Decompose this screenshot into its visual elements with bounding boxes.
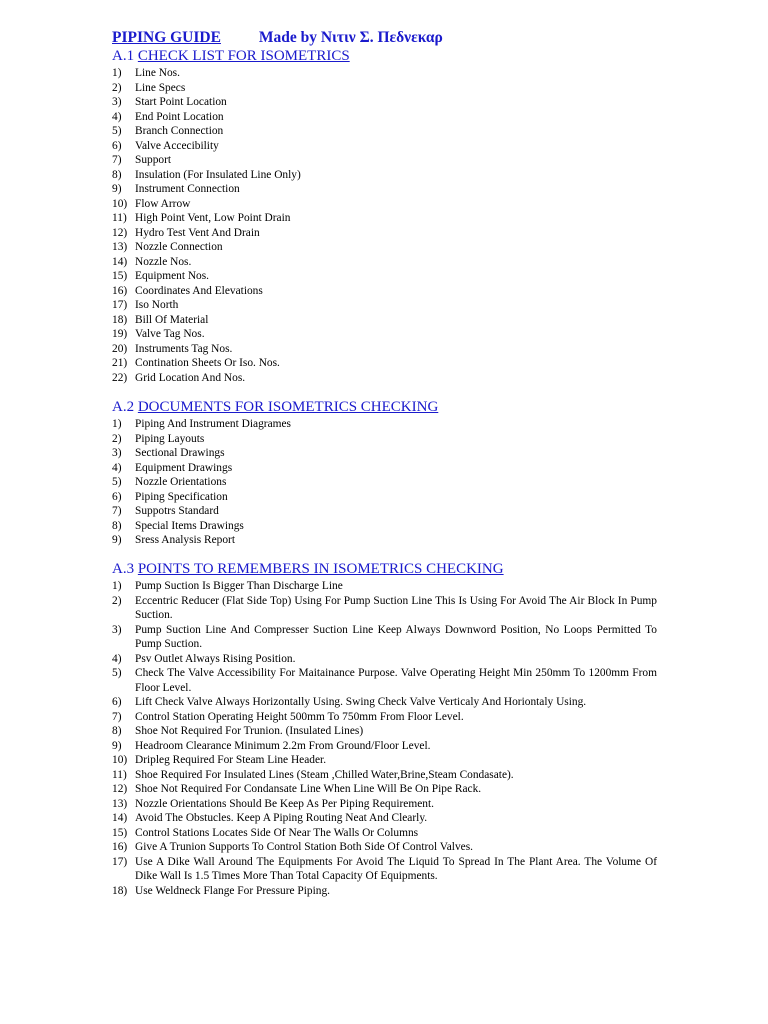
section-title: DOCUMENTS FOR ISOMETRICS CHECKING (137, 399, 439, 415)
section-prefix: A.1 (112, 48, 135, 64)
item-number: 22) (112, 371, 128, 384)
points-to-remember-list (112, 579, 657, 898)
item-number: 20) (112, 342, 128, 355)
item-text: Line Nos. (135, 67, 180, 79)
item-text: Equipment Nos. (135, 270, 210, 282)
item-number: 21) (112, 357, 128, 369)
list-item (112, 124, 657, 139)
item-number: 3) (112, 447, 122, 459)
list-item (112, 855, 657, 884)
list-item (112, 81, 657, 96)
item-text: Control Stations Locates Side Of Near The Walls Or Columns (135, 826, 419, 839)
item-text: Piping Specification (135, 490, 228, 503)
list-item (112, 432, 657, 447)
list-item (112, 197, 657, 212)
item-text: Contination Sheets Or Iso. Nos. (135, 357, 280, 369)
item-number: 3) (112, 623, 122, 636)
item-text: Avoid The Obstucles. Keep A Piping Routing Neat And Clearly. (135, 812, 428, 824)
item-number: 9) (112, 739, 122, 752)
author-credit: Made by Νιτιν Σ. Πεδνεκαρ (258, 29, 443, 46)
list-item (112, 504, 657, 519)
list-item (112, 313, 657, 328)
list-item (112, 490, 657, 505)
list-item (112, 240, 657, 255)
item-text: Support (135, 154, 172, 166)
item-number: 2) (112, 432, 122, 445)
list-item (112, 356, 657, 371)
item-number: 14) (112, 255, 128, 268)
item-text: Psv Outlet Always Rising Position. (135, 652, 296, 665)
item-number: 17) (112, 855, 128, 868)
item-text: Nozzle Orientations Should Be Keep As Per Piping Requirement. (135, 797, 434, 810)
item-text: Equipment Drawings (135, 461, 233, 474)
item-number: 11) (112, 212, 127, 224)
list-item (112, 623, 657, 652)
item-text: Sectional Drawings (135, 447, 225, 459)
item-number: 5) (112, 476, 122, 488)
guide-title: PIPING GUIDE (112, 29, 221, 46)
list-item (112, 461, 657, 476)
item-text: Piping And Instrument Diagrames (135, 418, 291, 430)
list-item (112, 211, 657, 226)
item-number: 1) (112, 580, 122, 592)
list-item (112, 753, 657, 768)
list-item (112, 327, 657, 342)
list-item (112, 739, 657, 754)
item-text: Pump Suction Is Bigger Than Discharge Line (135, 580, 343, 592)
item-text: Valve Tag Nos. (135, 328, 205, 340)
item-text: Nozzle Connection (135, 241, 223, 253)
list-item (112, 884, 657, 899)
item-number: 16) (112, 284, 128, 297)
item-text: Iso North (135, 299, 179, 311)
item-number: 11) (112, 768, 127, 781)
item-text: Use A Dike Wall Around The Equipments For Avoid The Liquid To Spread In The Plant Area. The Volume Of Dike Wall Is 1.5 Times More Than Total Capacity Of Equipments. (135, 855, 657, 882)
item-number: 16) (112, 841, 128, 853)
list-item (112, 226, 657, 241)
item-number: 6) (112, 490, 122, 503)
item-text: Eccentric Reducer (Flat Side Top) Using For Pump Suction Line This Is Using For Avoid The Air Block In Pump Suction. (135, 594, 657, 621)
list-item (112, 446, 657, 461)
list-item (112, 579, 657, 594)
item-text: Instrument Connection (135, 183, 240, 195)
item-text: Pump Suction Line And Compresser Suction Line Keep Always Downword Position, No Loops Permitted To Pump Suction. (135, 623, 657, 650)
item-number: 7) (112, 154, 122, 166)
list-item (112, 519, 657, 534)
section-title: CHECK LIST FOR ISOMETRICS (137, 48, 350, 64)
list-item (112, 710, 657, 725)
list-item (112, 95, 657, 110)
list-item (112, 533, 657, 548)
item-number: 2) (112, 81, 122, 94)
item-number: 13) (112, 797, 128, 810)
item-number: 2) (112, 594, 122, 607)
list-item (112, 342, 657, 357)
list-item (112, 371, 657, 386)
item-text: Suppotrs Standard (135, 505, 219, 517)
item-text: Shoe Not Required For Condansate Line When Line Will Be On Pipe Rack. (135, 783, 482, 795)
item-number: 4) (112, 652, 122, 665)
item-number: 12) (112, 783, 128, 795)
item-number: 15) (112, 826, 128, 839)
item-number: 10) (112, 754, 128, 766)
item-number: 8) (112, 725, 122, 737)
item-number: 9) (112, 534, 122, 546)
item-text: Shoe Not Required For Trunion. (Insulated Lines) (135, 725, 364, 737)
item-text: High Point Vent, Low Point Drain (135, 212, 291, 224)
item-number: 10) (112, 197, 128, 210)
item-text: Insulation (For Insulated Line Only) (135, 168, 301, 181)
item-number: 9) (112, 183, 122, 195)
item-text: Flow Arrow (135, 197, 191, 210)
documents-list (112, 417, 657, 548)
section-prefix: A.2 (112, 399, 135, 415)
list-item (112, 284, 657, 299)
item-number: 5) (112, 125, 122, 137)
list-item (112, 840, 657, 855)
section-heading-a2 (112, 399, 438, 416)
item-text: Lift Check Valve Always Horizontally Using. Swing Check Valve Verticaly And Horiontaly Using. (135, 696, 587, 708)
list-item (112, 695, 657, 710)
list-item (112, 298, 657, 313)
item-number: 1) (112, 67, 122, 79)
item-number: 13) (112, 241, 128, 253)
item-text: Start Point Location (135, 96, 227, 108)
list-item (112, 153, 657, 168)
item-number: 4) (112, 110, 122, 123)
list-item (112, 782, 657, 797)
list-item (112, 826, 657, 841)
item-text: Headroom Clearance Minimum 2.2m From Ground/Floor Level. (135, 739, 431, 752)
list-item (112, 811, 657, 826)
item-text: Hydro Test Vent And Drain (135, 226, 260, 239)
item-number: 7) (112, 710, 122, 723)
item-text: End Point Location (135, 110, 224, 123)
item-number: 19) (112, 328, 128, 340)
list-item (112, 797, 657, 812)
item-text: Nozzle Orientations (135, 476, 227, 488)
list-item (112, 139, 657, 154)
section-title: POINTS TO REMEMBERS IN ISOMETRICS CHECKING (137, 561, 504, 577)
item-number: 6) (112, 696, 122, 708)
item-text: Control Station Operating Height 500mm To 750mm From Floor Level. (135, 710, 464, 723)
item-text: Piping Layouts (135, 432, 205, 445)
checklist-isometrics (112, 66, 657, 385)
list-item (112, 110, 657, 125)
list-item (112, 182, 657, 197)
item-text: Give A Trunion Supports To Control Station Both Side Of Control Valves. (135, 841, 474, 853)
list-item (112, 475, 657, 490)
item-text: Sress Analysis Report (135, 534, 235, 546)
list-item (112, 168, 657, 183)
item-number: 4) (112, 461, 122, 474)
item-number: 17) (112, 299, 128, 311)
item-text: Instruments Tag Nos. (135, 342, 233, 355)
item-number: 12) (112, 226, 128, 239)
list-item (112, 652, 657, 667)
item-number: 15) (112, 270, 128, 282)
list-item (112, 594, 657, 623)
list-item (112, 255, 657, 270)
item-number: 6) (112, 139, 122, 152)
section-prefix: A.3 (112, 561, 135, 577)
section-heading-a3 (112, 561, 504, 578)
document-header (112, 29, 443, 47)
item-number: 8) (112, 168, 122, 181)
item-text: Grid Location And Nos. (135, 371, 246, 384)
item-text: Special Items Drawings (135, 519, 244, 532)
item-text: Valve Accecibility (135, 139, 219, 152)
item-text: Nozzle Nos. (135, 255, 192, 268)
item-number: 8) (112, 519, 122, 532)
item-text: Coordinates And Elevations (135, 284, 263, 297)
list-item (112, 724, 657, 739)
item-number: 3) (112, 96, 122, 108)
item-text: Line Specs (135, 81, 186, 94)
item-text: Dripleg Required For Steam Line Header. (135, 754, 327, 766)
section-heading-a1 (112, 48, 350, 65)
item-text: Bill Of Material (135, 313, 209, 326)
item-text: Branch Connection (135, 125, 224, 137)
item-text: Check The Valve Accessibility For Maitainance Purpose. Valve Operating Height Min 250mm To 1200mm From Floor Level. (135, 667, 657, 694)
item-number: 1) (112, 418, 122, 430)
item-number: 18) (112, 884, 128, 897)
item-number: 14) (112, 812, 128, 824)
list-item (112, 768, 657, 783)
item-number: 5) (112, 667, 122, 679)
item-text: Shoe Required For Insulated Lines (Steam ,Chilled Water,Brine,Steam Condasate). (135, 768, 514, 781)
list-item (112, 417, 657, 432)
item-number: 7) (112, 505, 122, 517)
list-item (112, 269, 657, 284)
list-item (112, 666, 657, 695)
item-text: Use Weldneck Flange For Pressure Piping. (135, 884, 331, 897)
list-item (112, 66, 657, 81)
item-number: 18) (112, 313, 128, 326)
